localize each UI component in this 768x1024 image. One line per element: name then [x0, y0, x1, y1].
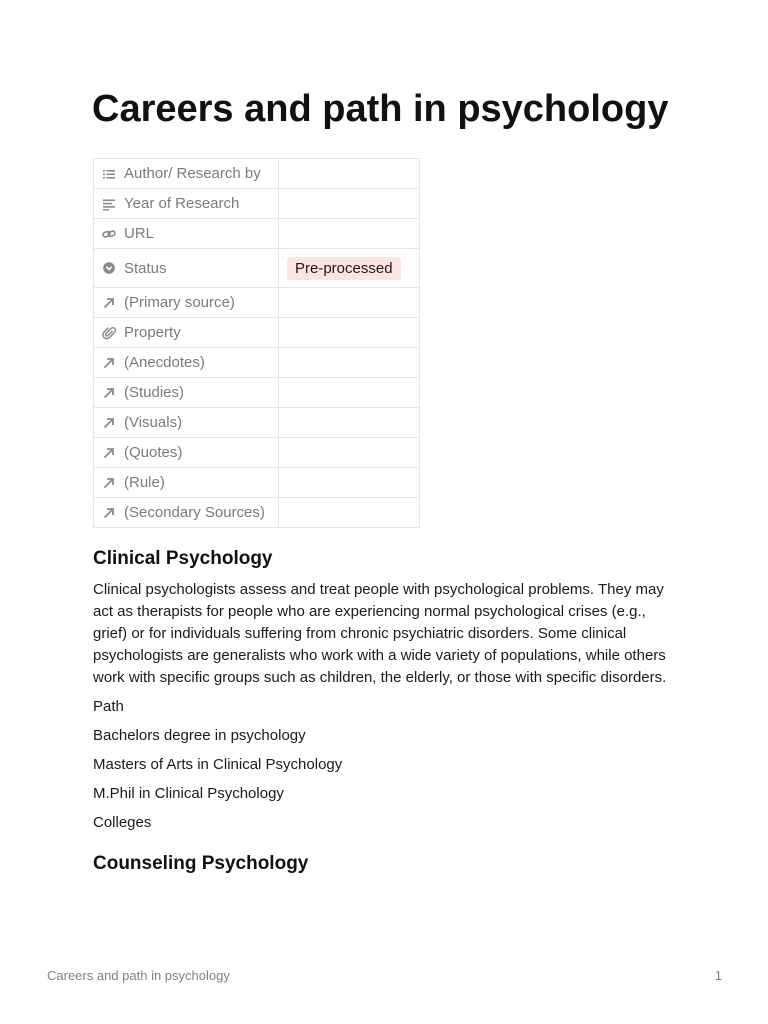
property-row-year: [94, 189, 420, 219]
property-row-rule: [94, 468, 420, 498]
property-key-status[interactable]: [94, 249, 278, 287]
relation-arrow-icon: [102, 416, 116, 430]
property-key-quotes[interactable]: [94, 438, 278, 467]
property-value-author[interactable]: [279, 159, 420, 189]
property-row-secondary-sources: [94, 498, 420, 528]
property-value-anecdotes[interactable]: [279, 348, 420, 378]
relation-arrow-icon: [102, 446, 116, 460]
property-key-studies[interactable]: [94, 378, 278, 407]
property-key-anecdotes[interactable]: [94, 348, 278, 377]
property-value-property[interactable]: [279, 318, 420, 348]
property-key-url[interactable]: [94, 219, 278, 248]
property-value-primary-source[interactable]: [279, 288, 420, 318]
property-label: Property: [124, 324, 181, 341]
path-label: Path: [93, 698, 124, 715]
section-heading-counseling: Counseling Psychology: [93, 853, 309, 874]
document-body: [93, 547, 673, 884]
link-icon: [102, 227, 116, 241]
text-icon: [102, 197, 116, 211]
property-key-year[interactable]: [94, 189, 278, 218]
property-row-visuals: [94, 408, 420, 438]
property-value-year[interactable]: [279, 189, 420, 219]
page-title: Careers and path in psychology: [92, 88, 669, 130]
clinical-paragraph: Clinical psychologists assess and treat people with psychological problems. They may act as therapists for people who are experiencing normal psychological crises (e.g., grief) or for individuals suffering from chronic psychiatric disorders. Some clinical psychologists are generalists who work with a wide variety of populations, while others work with specific groups such as children, the elderly, or those with specific disorders.: [93, 581, 667, 686]
property-key-rule[interactable]: [94, 468, 278, 497]
path-item-mphil: M.Phil in Clinical Psychology: [93, 785, 284, 802]
property-row-quotes: [94, 438, 420, 468]
property-value-visuals[interactable]: [279, 408, 420, 438]
list-icon: [102, 167, 116, 181]
property-label: URL: [124, 225, 155, 242]
property-value-studies[interactable]: [279, 378, 420, 408]
property-key-property[interactable]: [94, 318, 278, 347]
properties-table: [93, 158, 420, 528]
footer-doc-title: Careers and path in psychology: [47, 968, 230, 983]
footer-page-number: 1: [714, 968, 722, 983]
relation-arrow-icon: [102, 296, 116, 310]
property-label: (Secondary Sources): [124, 504, 265, 521]
property-label: (Rule): [124, 474, 165, 491]
property-value-quotes[interactable]: [279, 438, 420, 468]
property-label: Status: [124, 259, 167, 277]
property-value-status[interactable]: [279, 249, 420, 288]
property-label: Year of Research: [124, 195, 240, 212]
property-key-primary-source[interactable]: [94, 288, 278, 317]
property-label: (Visuals): [124, 414, 183, 431]
property-row-status: [94, 249, 420, 288]
property-key-visuals[interactable]: [94, 408, 278, 437]
property-row-primary-source: [94, 288, 420, 318]
property-label: (Primary source): [124, 294, 235, 311]
property-row-anecdotes: [94, 348, 420, 378]
property-label: (Anecdotes): [124, 354, 205, 371]
property-row-studies: [94, 378, 420, 408]
relation-arrow-icon: [102, 506, 116, 520]
property-label: (Quotes): [124, 444, 183, 461]
relation-arrow-icon: [102, 386, 116, 400]
property-label: (Studies): [124, 384, 185, 401]
attachment-icon: [102, 326, 116, 340]
section-heading-clinical: Clinical Psychology: [93, 548, 273, 569]
status-badge[interactable]: Pre-processed: [287, 257, 401, 280]
property-key-secondary-sources[interactable]: [94, 498, 278, 527]
path-item-bachelors: Bachelors degree in psychology: [93, 727, 306, 744]
property-value-rule[interactable]: [279, 468, 420, 498]
path-item-masters: Masters of Arts in Clinical Psychology: [93, 756, 343, 773]
property-row-url: [94, 219, 420, 249]
colleges-label: Colleges: [93, 814, 152, 831]
relation-arrow-icon: [102, 476, 116, 490]
property-value-url[interactable]: [279, 219, 420, 249]
property-value-secondary-sources[interactable]: [279, 498, 420, 528]
property-label: Author/ Research by: [124, 165, 261, 182]
relation-arrow-icon: [102, 356, 116, 370]
property-row-property: [94, 318, 420, 348]
status-icon: [102, 261, 116, 275]
property-key-author[interactable]: [94, 159, 278, 188]
property-row-author: [94, 159, 420, 189]
